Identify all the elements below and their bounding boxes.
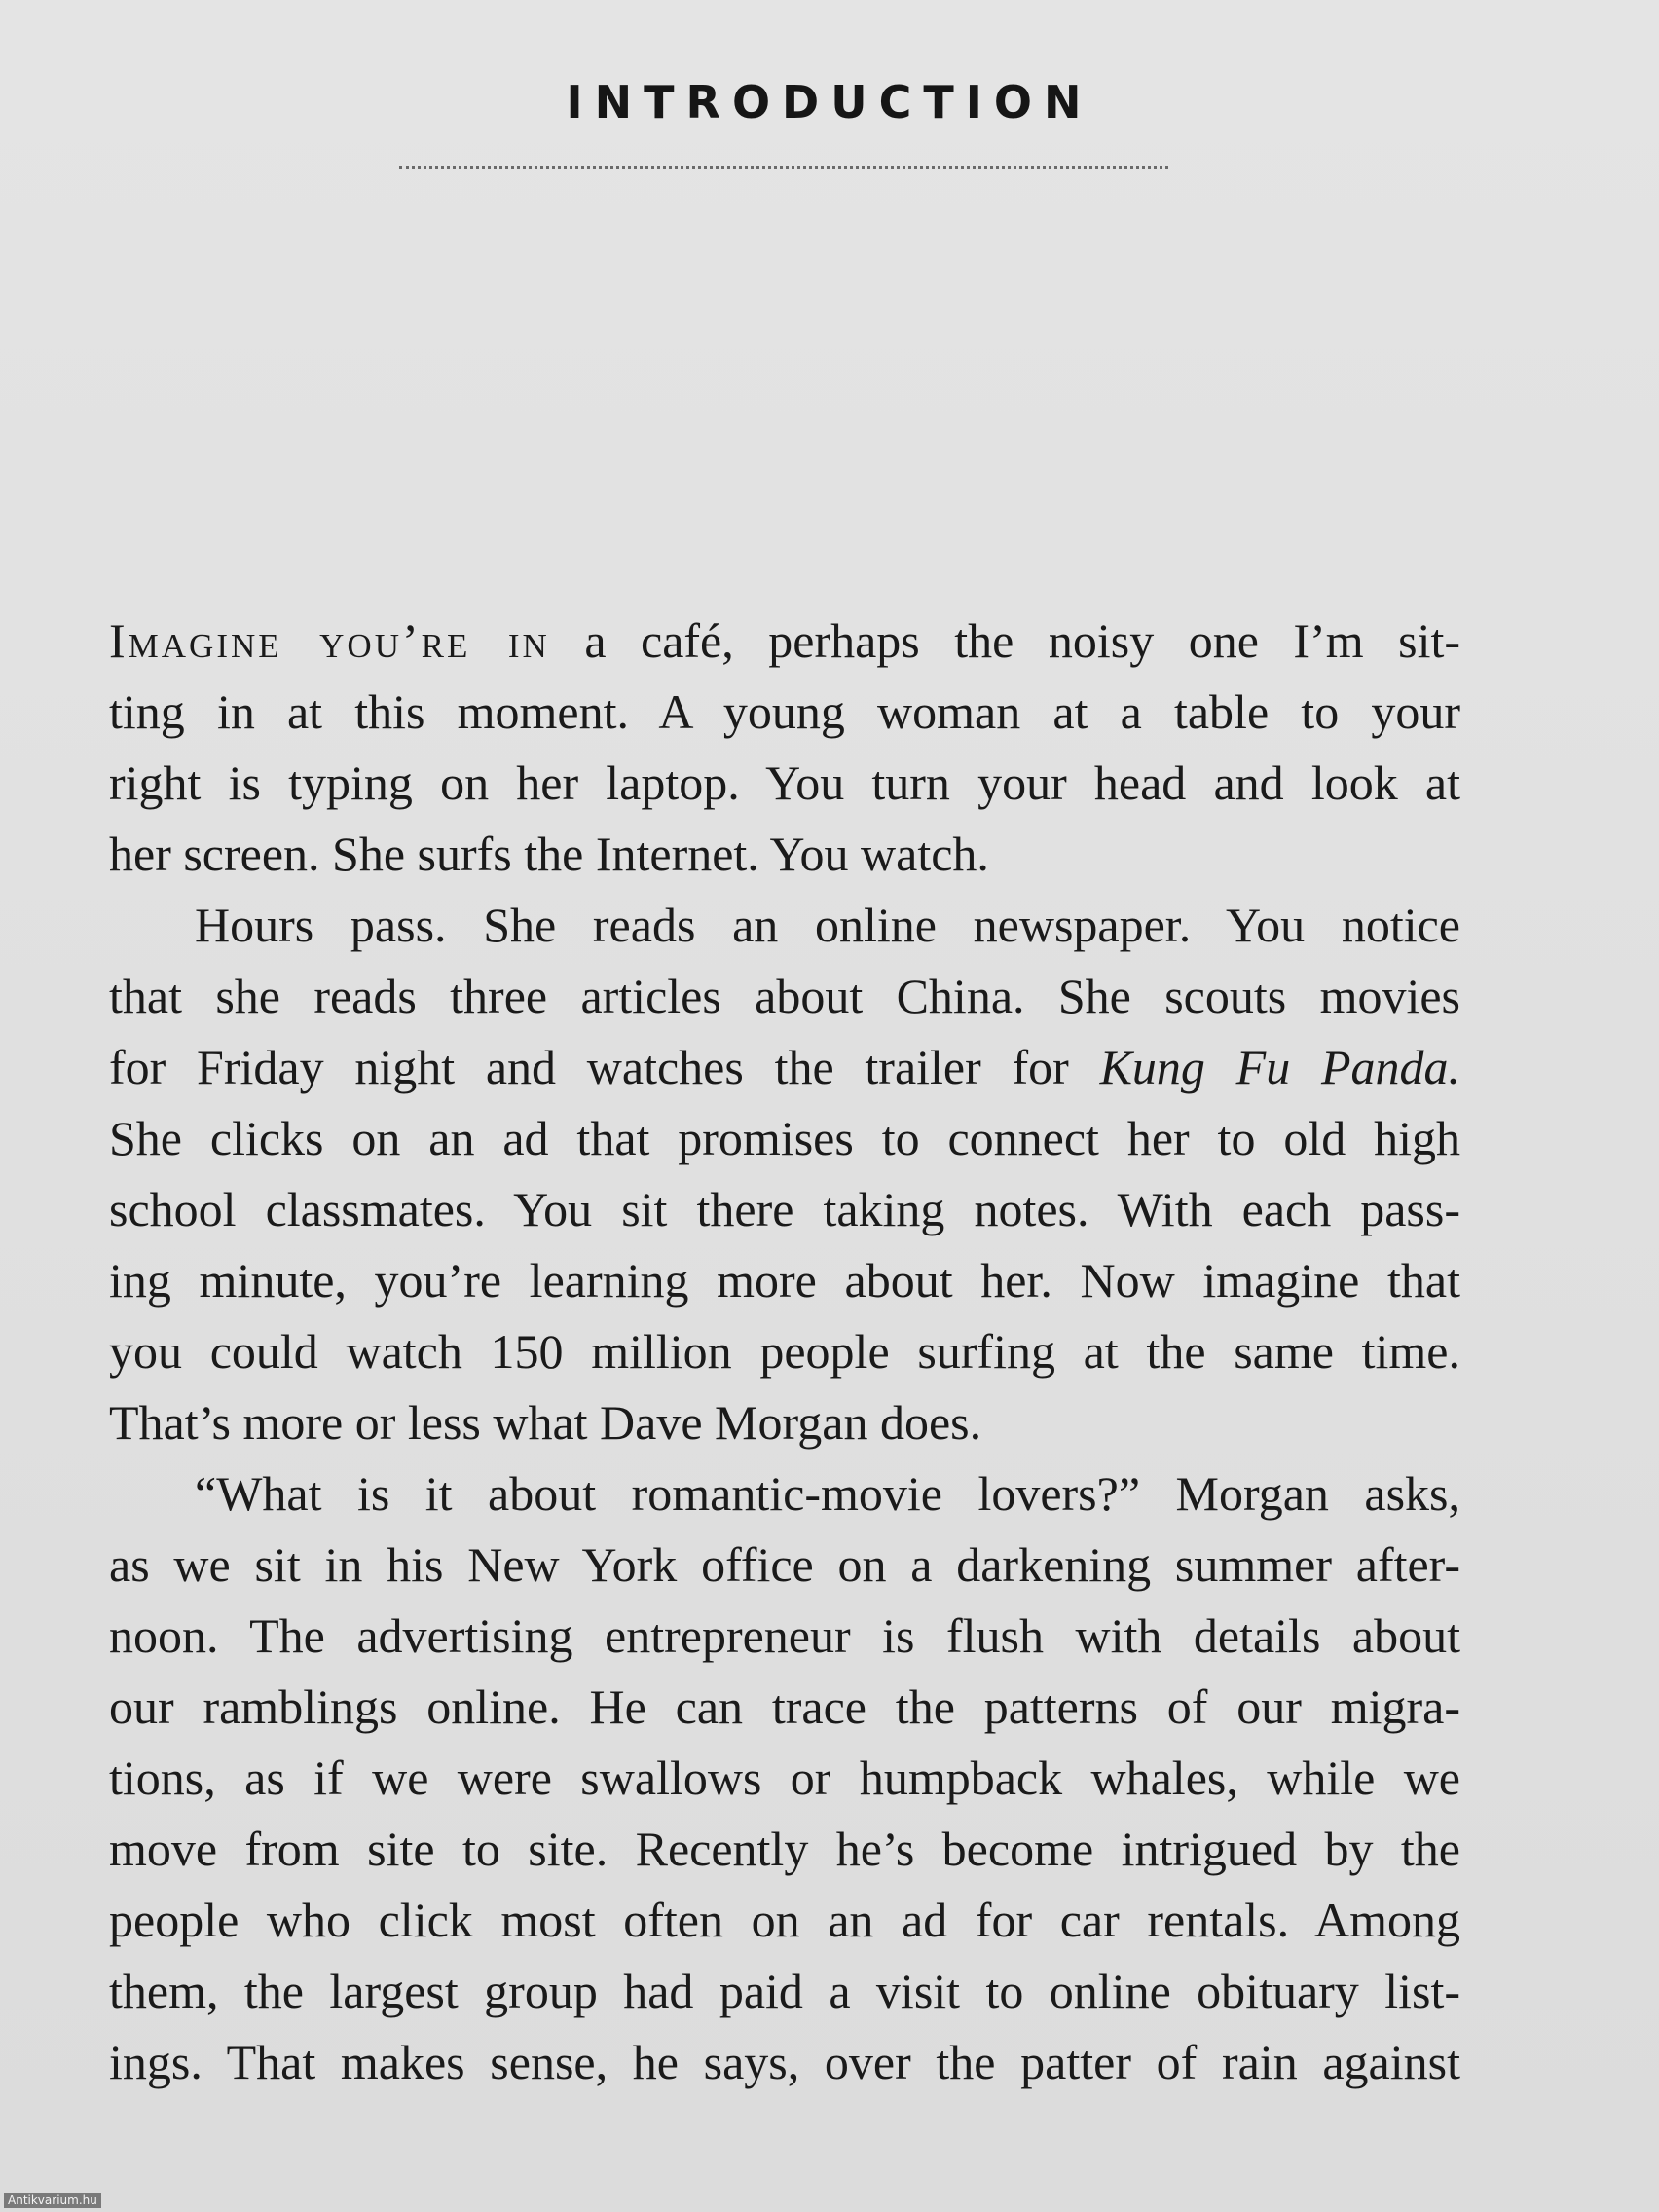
text-line: school classmates. You sit there taking notes. With each pass- <box>109 1182 1460 1236</box>
movie-title: Kung Fu Panda. <box>1099 1040 1460 1094</box>
lead-in-smallcaps: Imagine you’re in <box>109 613 550 668</box>
text-line: That’s more or less what Dave Morgan does. <box>109 1395 982 1450</box>
text-line: ting in at this moment. A young woman at a table to your <box>109 684 1460 739</box>
text-line: as we sit in his New York office on a darkening summer after- <box>109 1537 1460 1592</box>
paragraph-1 <box>109 606 1460 890</box>
text-line <box>109 1032 1460 1103</box>
paragraph-3 <box>109 1458 1460 2098</box>
text-line: people who click most often on an ad for car rentals. Among <box>109 1893 1460 1947</box>
text-line: noon. The advertising entrepreneur is flush with details about <box>109 1608 1460 1663</box>
text-line: them, the largest group had paid a visit to online obituary list- <box>109 1964 1460 2018</box>
paragraph-2 <box>109 890 1460 1458</box>
text-line: Hours pass. She reads an online newspaper. You notice <box>195 898 1460 952</box>
text-line: our ramblings online. He can trace the patterns of our migra- <box>109 1679 1460 1734</box>
chapter-body <box>109 606 1460 2098</box>
text-line: you could watch 150 million people surfing at the same time. <box>109 1324 1460 1379</box>
text-line: right is typing on her laptop. You turn your head and look at <box>109 756 1460 810</box>
text-line: ing minute, you’re learning more about her. Now imagine that <box>109 1253 1460 1308</box>
source-watermark: Antikvarium.hu <box>4 2193 101 2208</box>
heading-rule <box>399 166 1168 169</box>
text-span: for Friday night and watches the trailer for <box>109 1040 1100 1094</box>
text-line: move from site to site. Recently he’s become intrigued by the <box>109 1822 1460 1876</box>
text-line: “What is it about romantic-movie lovers?” Morgan asks, <box>195 1466 1460 1521</box>
text-line <box>109 606 1460 677</box>
text-line: She clicks on an ad that promises to connect her to old high <box>109 1111 1460 1165</box>
text-line: ings. That makes sense, he says, over the patter of rain against <box>109 2035 1460 2089</box>
text-line: that she reads three articles about China. She scouts movies <box>109 969 1460 1023</box>
text-span: a café, perhaps the noisy one I’m sit- <box>584 613 1461 668</box>
text-line: her screen. She surfs the Internet. You watch. <box>109 827 989 881</box>
chapter-heading: INTRODUCTION <box>566 76 1093 129</box>
text-line: tions, as if we were swallows or humpback whales, while we <box>109 1751 1460 1805</box>
